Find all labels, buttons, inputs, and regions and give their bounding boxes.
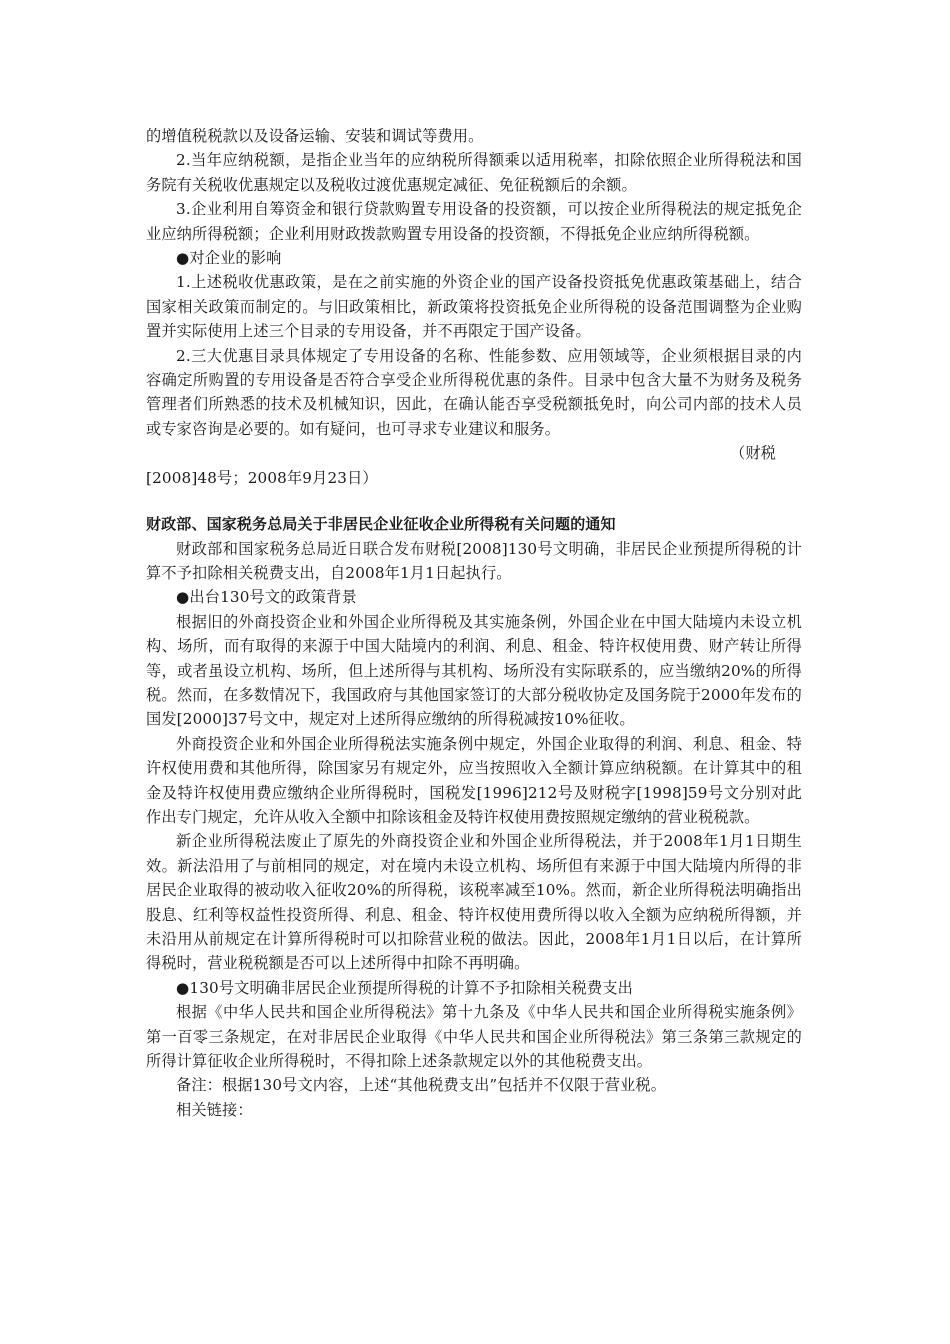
bullet-impact-on-enterprises: ●对企业的影响: [176, 249, 282, 268]
paragraph-background-2: 外商投资企业和外国企业所得税法实施条例中规定，外国企业取得的利润、利息、租金、特许权使用费和其他所得，除国家另有规定外，应当按照收入全额计算应纳税额。在计算其中的租金及特许权使用费应缴纳企业所得税时，国税发[1996]212号及财税字[1998]59号文分别对此作出专门规定，允许从收入全额中扣除该租金及特许权使用费按照规定缴纳的营业税税款。: [146, 734, 802, 826]
citation-prefix: （财税: [729, 444, 776, 463]
paragraph-background-3: 新企业所得税法废止了原先的外商投资企业和外国企业所得税法，并于2008年1月1日期生效。新法沿用了与前相同的规定，对在境内未设立机构、场所但有来源于中国大陆境内所得的非居民企业取得的被动收入征收20%的所得税，该税率减至10%。然而，新企业所得税法明确指出股息、红利等权益性投资所得、利息、租金、特许权使用费所得以收入全额为应纳税所得额，并未沿用从前规定在计算所得税时可以扣除营业税的做法。因此，2008年1月1日以后，在计算所得税时，营业税税额是否可以上述所得中扣除不再明确。: [146, 832, 802, 973]
paragraph-announcement: 财政部和国家税务总局近日联合发布财税[2008]130号文明确，非居民企业预提所得税的计算不予扣除相关税费支出，自2008年1月1日起执行。: [146, 539, 802, 582]
paragraph-impact-2: 2.三大优惠目录具体规定了专用设备的名称、性能参数、应用领域等，企业须根据目录的内容确定所购置的专用设备是否符合享受企业所得税优惠的条件。目录中包含大量不为财务及税务管理者们所熟悉的技术及机械知识，因此，在确认能否享受税额抵免时，向公司内部的技术人员或专家咨询是必要的。如有疑问，也可寻求专业建议和服务。: [146, 346, 802, 438]
paragraph-note: 备注：根据130号文内容，上述“其他税费支出”包括并不仅限于营业税。: [176, 1076, 667, 1095]
bullet-circular-130: ●130号文明确非居民企业预提所得税的计算不予扣除相关税费支出: [176, 978, 633, 997]
paragraph-continuation: 的增值税税款以及设备运输、安装和调试等费用。: [146, 127, 484, 145]
paragraph-background-1: 根据旧的外商投资企业和外国企业所得税及其实施条例，外国企业在中国大陆境内未设立机构、场所，而有取得的来源于中国大陆境内的利润、利息、租金、特许权使用费、财产转让所得等，或者虽设立机构、场所，但上述所得与其机构、场所没有实际联系的，应当缴纳20%的所得税。然而，在多数情况下，我国政府与其他国家签订的大部分税收协定及国务院于2000年发布的国发[2000]37号文中，规定对上述所得应缴纳的所得税减按10%征收。: [146, 612, 802, 729]
document-body: [146, 124, 802, 1122]
paragraph-item-2: 2.当年应纳税额，是指企业当年的应纳税所得额乘以适用税率，扣除依照企业所得税法和国务院有关税收优惠规定以及税收过渡优惠规定减征、免征税额后的余额。: [146, 151, 802, 194]
paragraph-legal-basis: 根据《中华人民共和国企业所得税法》第十九条及《中华人民共和国企业所得税实施条例》第一百零三条规定，在对非居民企业取得《中华人民共和国企业所得税法》第三条第三款规定的所得计算征收企业所得税时，不得扣除上述条款规定以外的其他税费支出。: [146, 1003, 802, 1071]
paragraph-impact-1: 1.上述税收优惠政策，是在之前实施的外资企业的国产设备投资抵免优惠政策基础上，结合国家相关政策而制定的。与旧政策相比，新政策将投资抵免企业所得税的设备范围调整为企业购置并实际使用上述三个目录的专用设备，并不再限定于国产设备。: [146, 273, 802, 341]
section-gap: [146, 490, 802, 512]
bullet-policy-background: ●出台130号文的政策背景: [176, 588, 357, 607]
citation-reference: [2008]48号；2008年9月23日）: [146, 468, 378, 487]
paragraph-item-3: 3.企业利用自筹资金和银行贷款购置专用设备的投资额，可以按企业所得税法的规定抵免企业应纳所得税额；企业利用财政拨款购置专用设备的投资额，不得抵免企业应纳所得税额。: [146, 200, 802, 243]
related-links-label: 相关链接：: [176, 1100, 253, 1119]
section-heading: 财政部、国家税务总局关于非居民企业征收企业所得税有关问题的通知: [146, 515, 616, 534]
